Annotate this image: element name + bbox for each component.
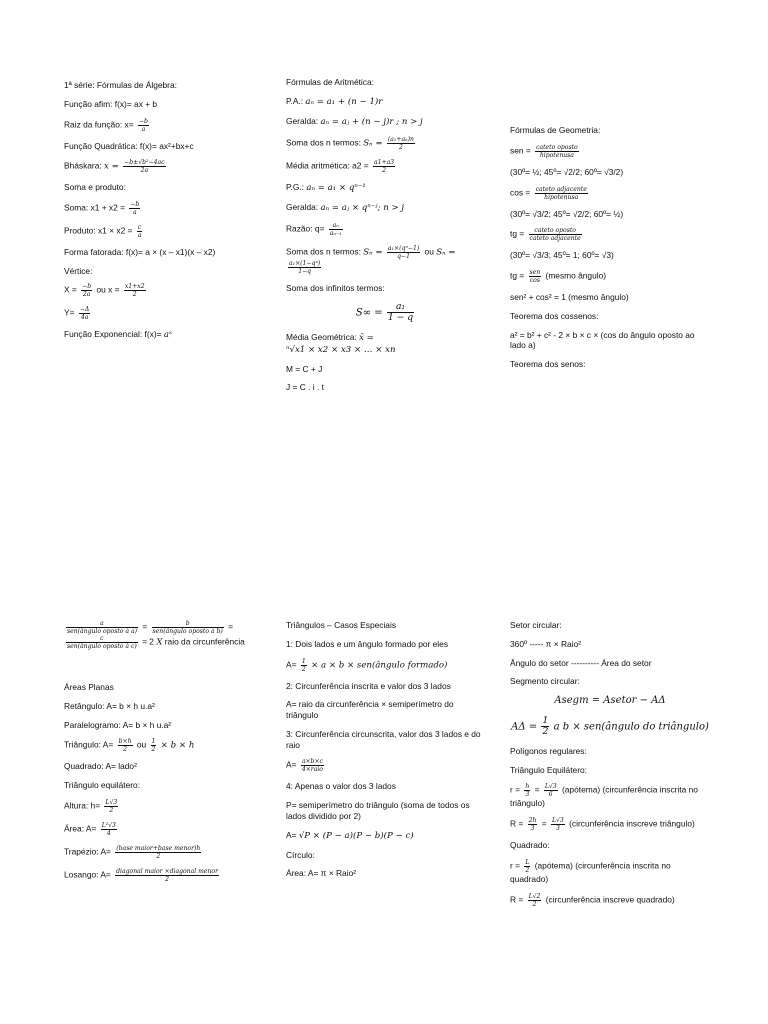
sen-den: hipotenusa [539, 151, 574, 159]
area-den: 4 [106, 829, 111, 837]
tg2-fraction [529, 269, 542, 284]
geralda2-label: Geralda: [286, 201, 319, 212]
cossenos-title: Teorema dos cossenos: [510, 310, 599, 321]
cosseno [510, 186, 710, 201]
losango [64, 868, 254, 883]
triangulo-num-2: 1 [151, 738, 156, 746]
altura-label: Altura: h= [64, 800, 101, 811]
triangulo-label: Triângulo: A= [64, 739, 114, 750]
segmento-triangulo [510, 716, 710, 738]
funcao-quadratica: Função Quadrática: f(x)= ax²+bx+c [64, 140, 194, 151]
apotema-triangulo [510, 783, 710, 809]
cos-label: cos = [510, 187, 531, 198]
raio-quadrado [510, 893, 710, 908]
equilatero-subtitle: Triângulo Equilátero: [510, 764, 587, 775]
infinitos-num: a₁ [387, 302, 414, 314]
sen-vals: (30º= ½; 45º= √2/2; 60º= √3/2) [510, 166, 624, 177]
quadrado-area: Quadrado: A= lado² [64, 761, 137, 772]
geralda2-math: aₙ = aⱼ × qⁿ⁻ʲ; n > j [320, 202, 405, 213]
xv-fraction-1 [81, 283, 92, 298]
senos-fraction-2 [152, 620, 224, 635]
caso-2: 2: Circunferência inscrita e valor dos 3 lados [286, 680, 451, 691]
senos-x: X [156, 637, 163, 648]
soma-pg [286, 245, 486, 275]
tg2-label: tg = [510, 270, 525, 281]
exp-math: aˣ [163, 329, 173, 340]
rq-label: r = [510, 860, 521, 871]
cos-num: cateto adjacente [535, 185, 587, 193]
senos-fraction-3 [66, 635, 138, 650]
altura-den: 2 [109, 806, 114, 814]
seg-den: 2 [542, 726, 549, 738]
trapezio-label: Trapézio: A= [64, 846, 111, 857]
segmento-title: Segmento circular: [510, 676, 580, 687]
R-fraction-1 [528, 817, 538, 832]
poligonos-title: Polígonos regulares: [510, 745, 587, 756]
produto-raizes [64, 224, 244, 239]
paralelogramo: Paralelogramo: A= b × h u.a² [64, 719, 172, 730]
r-num-2: L√3 [544, 783, 557, 791]
bhaskara-num: −b±√b²−4ac [124, 159, 165, 167]
altura-fraction [104, 799, 118, 814]
soma-pa-sn: Sₙ = [363, 138, 383, 149]
geralda1-label: Geralda: [286, 115, 319, 126]
sen-num: cateto oposto [536, 143, 578, 151]
area-fraction [101, 822, 117, 837]
razao-label: Razão: q= [286, 223, 325, 234]
algebra-title: 1ª série: Fórmulas de Álgebra: [64, 80, 177, 90]
R-tail: (circunferência inscreve triângulo) [569, 818, 695, 829]
infinitos-s: S∞ = [355, 306, 383, 318]
senos-raio: raio da circunferência [164, 636, 245, 647]
r-num-1: h [525, 783, 530, 791]
pa-label: P.A.: [286, 95, 304, 106]
exp-label: Função Exponencial: f(x)= [64, 328, 162, 339]
soma-pa [286, 136, 486, 151]
infinitos-fraction [387, 302, 414, 324]
senos-title: Teorema dos senos: [510, 359, 586, 369]
somapg-den-1: q−1 [397, 252, 411, 260]
somapg-sn: Sₙ = [363, 247, 383, 258]
Rq-den: 2 [532, 900, 537, 908]
losango-label: Losango: A= [64, 869, 111, 880]
R-num-2: L√3 [551, 817, 564, 825]
soma-pa-fraction [387, 136, 415, 151]
caso-4-p: P= semiperímetro do triângulo (soma de todos os lados dividido por 2) [286, 800, 470, 821]
razao-den: aₙ₋₁ [329, 229, 342, 237]
seg-tail: a b × sen(ângulo do triângulo) [553, 721, 709, 733]
geom-math-2: ⁿ√x1 × x2 × x3 × … × xn [286, 344, 396, 355]
pg-math: aₙ = a₁ × qⁿ⁻¹ [306, 182, 366, 193]
R-den-1: 3 [530, 825, 535, 833]
seno [510, 144, 710, 159]
caso-1-formula [286, 658, 486, 673]
raio-triangulo [510, 817, 710, 832]
bhaskara [64, 159, 244, 174]
vertice-y [64, 306, 244, 321]
r-den-1: 3 [525, 791, 530, 799]
triangulo-fraction-1 [118, 738, 133, 753]
triangulos-title: Triângulos – Casos Especiais [286, 620, 397, 630]
c1-tail: × a × b × sen(ângulo formado) [311, 660, 448, 671]
caso-2-formula: A= raio da circunferência × semiperímetro do triângulo [286, 699, 454, 720]
seg-formula: Asegm = Asetor − AΔ [554, 695, 666, 706]
soma-den: a [133, 209, 137, 216]
vertice-title: Vértice: [64, 265, 93, 276]
segmento-formula [510, 695, 710, 708]
r-fraction-1 [524, 783, 530, 798]
R-den-2: 3 [555, 825, 560, 833]
cos-vals: (30º= √3/2; 45º= √2/2; 60º= ½) [510, 208, 624, 219]
c1-num: 1 [301, 657, 306, 665]
rq-tail: (apótema) (circunferência inscrita no quadrado) [510, 860, 671, 884]
geom-label: Média Geométrica: [286, 331, 357, 342]
setor-line-1: 360º ----- π × Raio² [510, 638, 581, 649]
r-eq: = [534, 785, 540, 796]
setor-title: Setor circular: [510, 620, 562, 630]
senos-eq-2: = [228, 621, 234, 632]
geom-math: x̄ = [359, 332, 374, 343]
bhaskara-label: Bháskara: [64, 160, 102, 171]
senos-num-1: a [66, 620, 138, 628]
caso-4: 4: Apenas o valor dos 3 lados [286, 781, 396, 792]
soma-raizes [64, 201, 244, 216]
tg-vals: (30º= √3/3; 45º= 1; 60º= √3) [510, 250, 614, 261]
triangulo-ou: ou [136, 739, 147, 750]
c3-num: a×b×c [301, 758, 323, 766]
apotema-quadrado [510, 859, 710, 885]
pa-formula [286, 96, 486, 108]
trapezio-num: (base maior+base menor)h [116, 844, 201, 852]
relacao-fundamental: sen² + cos² = 1 (mesmo ângulo) [510, 292, 629, 302]
soma-fraction [129, 201, 140, 216]
somapg-num-1: a₁×(qⁿ−1) [387, 244, 420, 252]
tangente [510, 227, 710, 242]
senos-eq-1: = [142, 621, 148, 632]
soma-pa-num: (a₁+aₙ)n [387, 135, 414, 143]
trapezio-den: 2 [156, 852, 161, 860]
media-fraction [373, 159, 395, 174]
media-den: 2 [382, 166, 386, 174]
tg2-num: sen [529, 269, 541, 276]
tg-label: tg = [510, 228, 525, 239]
yv-num: −Δ [79, 305, 90, 313]
Rq-label: R = [510, 894, 524, 905]
triangulo-area [64, 738, 254, 753]
xv-den-1: 2a [82, 290, 91, 298]
senos-den-1: sen(ângulo oposto à a) [67, 628, 137, 635]
xv-num-1: −b [82, 282, 92, 290]
produto-label: Produto: x1 × x2 = [64, 225, 133, 236]
triangulo-den-1: 2 [123, 746, 128, 754]
produto-den: a [137, 232, 142, 239]
somapg-num-2: a₁×(1−qⁿ) [289, 259, 321, 267]
xv-num-2: x1+x2 [124, 282, 145, 290]
produto-num: c [137, 224, 142, 231]
montante: M = C + J [286, 363, 323, 374]
triangulo-num-1: b×h [118, 738, 132, 746]
juros: J = C . i . t [286, 382, 324, 393]
seg-fraction [541, 716, 549, 738]
caso-3: 3: Circunferência circunscrita, valor dos 3 lados e do raio [286, 728, 481, 750]
vertice-x [64, 283, 244, 298]
senos-den-3: sen(ângulo oposto à c) [67, 643, 137, 650]
rq-fraction [524, 859, 530, 874]
somapg-label: Soma dos n termos: [286, 246, 361, 257]
c3-a: A= [286, 759, 297, 770]
razao-pg [286, 222, 486, 237]
tg-num: cateto oposto [529, 227, 582, 235]
somapg-sn-2: Sₙ = [436, 247, 456, 258]
tangente-2 [510, 269, 710, 284]
funcao-exponencial [64, 329, 244, 341]
xv-ou: ou x = [96, 284, 120, 295]
somapg-fraction-1 [387, 245, 420, 260]
losango-fraction [115, 868, 219, 883]
c4-a: A= [286, 829, 297, 840]
seg-num: 1 [542, 714, 549, 726]
xv-fraction-2 [124, 283, 146, 298]
caso-1: 1: Dois lados e um ângulo formado por eles [286, 638, 449, 649]
media-geometrica [286, 332, 486, 356]
quadrado-subtitle: Quadrado: [510, 840, 550, 851]
area-num: L²√3 [101, 821, 116, 829]
geometria-title: Fórmulas de Geometria: [510, 125, 601, 135]
bhaskara-x: x = [104, 161, 119, 172]
R-fraction-2 [551, 817, 565, 832]
soma-pa-label: Soma dos n termos: [286, 137, 361, 148]
R-label: R = [510, 818, 524, 829]
media-num: a1+a3 [373, 158, 395, 166]
somapg-ou: ou [424, 246, 434, 257]
bhaskara-den: 2a [140, 167, 149, 175]
cos-fraction [535, 186, 588, 201]
tg-den: cateto adjacente [529, 235, 581, 243]
r-label: r = [510, 785, 521, 796]
yv-den: 4a [80, 313, 89, 321]
c4-formula: √P × (P − a)(P − b)(P − c) [298, 830, 414, 841]
media-label: Média aritmética: a2 = [286, 160, 369, 171]
media-aritmetica [286, 159, 486, 174]
raiz-funcao [64, 118, 244, 133]
xv-den-2: 2 [132, 290, 137, 298]
pg-label: P.G.: [286, 181, 304, 192]
produto-fraction [137, 224, 143, 239]
soma-label: Soma: x1 + x2 = [64, 202, 125, 213]
setor-line-2: Ângulo do setor ---------- Área do setor [510, 657, 652, 668]
losango-num: diagonal maior ×diagonal menor [116, 867, 219, 875]
c3-den: 4×raio [301, 766, 323, 774]
pg-formula [286, 182, 486, 194]
sen-label: sen = [510, 145, 531, 156]
altura [64, 799, 254, 814]
cos-den: hipotenusa [544, 193, 579, 201]
c3-fraction [301, 758, 324, 773]
setor-column [510, 620, 710, 916]
raiz-label: Raiz da função: x= [64, 119, 134, 130]
c1-fraction [301, 658, 307, 673]
spacer [64, 658, 254, 682]
soma-pa-den: 2 [398, 143, 403, 151]
trapezio-fraction [115, 845, 201, 860]
rq-den: 2 [525, 866, 530, 874]
cossenos-formula: a² = b² + c² - 2 × b × c × (cos do ângulo oposto ao lado a) [510, 329, 695, 351]
infinitos-title: Soma dos infinitos termos: [286, 282, 385, 293]
pa-math: aₙ = a₁ + (n − 1)r [305, 96, 383, 107]
soma-num: −b [130, 201, 140, 208]
algebra-column [64, 80, 244, 349]
raiz-fraction [138, 118, 149, 133]
aritmetica-title: Fórmulas de Aritmética: [286, 77, 374, 87]
Rq-fraction [528, 893, 542, 908]
area-label: Área: A= [64, 823, 97, 834]
c1-den: 2 [301, 665, 306, 673]
r-den-2: 6 [548, 791, 553, 799]
R-num-1: 2h [528, 817, 537, 825]
funcao-afim: Função afim: f(x)= ax + b [64, 98, 158, 109]
rq-num: L [525, 858, 530, 866]
geralda1-math: aₙ = aⱼ + (n − j)r ; n > j [320, 116, 423, 127]
areas-title: Áreas Planas [64, 682, 114, 692]
senos-fraction-1 [66, 620, 138, 635]
forma-fatorada: Forma fatorada: f(x)= a × (x – x1)(x – x2) [64, 247, 216, 257]
retangulo: Retângulo: A= b × h u.a² [64, 700, 155, 711]
area-equilatero [64, 822, 254, 837]
infinitos-formula [286, 302, 486, 324]
raiz-den: a [141, 125, 146, 133]
yv-label: Y= [64, 307, 75, 318]
triangulos-column [286, 620, 486, 887]
Rq-tail: (circunferência inscreve quadrado) [545, 894, 675, 905]
caso-3-formula [286, 758, 486, 773]
soma-produto-title: Soma e produto: [64, 182, 126, 193]
senos-num-3: c [66, 635, 138, 643]
altura-num: L√3 [105, 798, 118, 806]
bhaskara-fraction [123, 159, 165, 174]
senos-eq-3: = 2 [142, 636, 154, 647]
yv-fraction [79, 306, 91, 321]
triangulo-den-2: 2 [151, 746, 156, 754]
triangulo-fraction-2 [151, 738, 157, 753]
tg2-tail: (mesmo ângulo) [545, 270, 607, 281]
geralda-pg [286, 202, 486, 214]
aritmetica-column [286, 77, 486, 401]
razao-fraction [329, 222, 343, 237]
xv-label: X = [64, 284, 77, 295]
senos-num-2: b [152, 620, 224, 628]
geometria-column [510, 125, 710, 378]
losango-den: 2 [165, 875, 170, 883]
raiz-num: −b [138, 117, 148, 125]
tg2-den: cos [529, 277, 540, 284]
seg-a: AΔ = [511, 721, 538, 733]
triangulo-tail: × b × h [160, 740, 195, 751]
R-eq: = [541, 818, 547, 829]
equilatero-title: Triângulo equilátero: [64, 780, 141, 790]
caso-4-formula [286, 830, 486, 842]
areas-column [64, 620, 254, 891]
somapg-den-2: 1−q [298, 267, 312, 275]
sen-fraction [535, 144, 579, 159]
Rq-num: L√2 [528, 892, 541, 900]
senos-den-2: sen(ângulo oposto à b) [152, 628, 223, 635]
infinitos-den: 1 − q [387, 312, 414, 324]
razao-num: aₙ [329, 222, 343, 230]
somapg-fraction-2 [288, 260, 321, 275]
r-tail: (apótema) (circunferência inscrita no triângulo) [510, 785, 698, 809]
r-fraction-2 [544, 783, 558, 798]
circulo-title: Círculo: [286, 849, 315, 860]
c1-a: A= [286, 659, 297, 670]
geralda-pa [286, 116, 486, 128]
trapezio [64, 845, 254, 860]
lei-dos-senos [64, 620, 254, 650]
circulo-area: Área: A= π × Raio² [286, 868, 357, 879]
tg-fraction [529, 227, 582, 242]
